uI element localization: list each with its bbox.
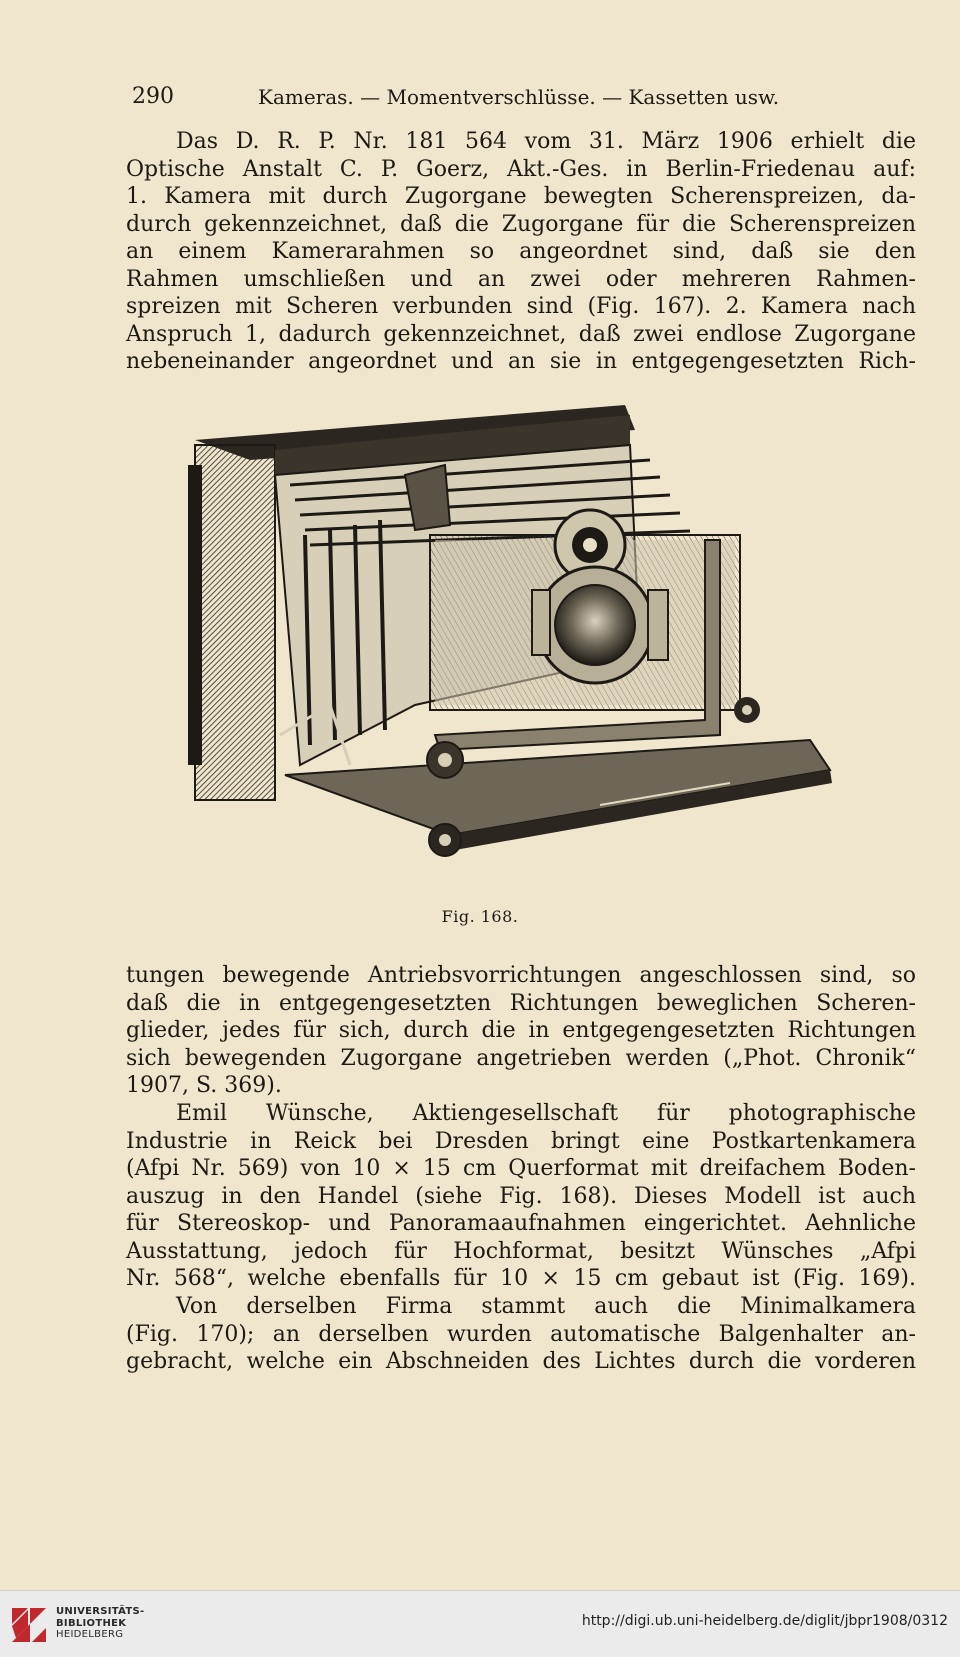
- text-line: 1907, S. 369).: [126, 1073, 282, 1098]
- paragraph-wuensche: [126, 1100, 916, 1293]
- library-name: [56, 1606, 145, 1641]
- text-line: für Stereoskop- und Panoramaaufnahmen eingerichtet. Aehnliche: [126, 1211, 916, 1236]
- text-line: tungen bewegende Antriebsvorrichtungen angeschlossen sind, so: [126, 963, 916, 988]
- text-line: Das D. R. P. Nr. 181 564 vom 31. März 1906 erhielt die: [176, 129, 916, 154]
- paragraph-patent-continued: [126, 962, 916, 1100]
- text-line: Industrie in Reick bei Dresden bringt eine Postkartenkamera: [126, 1128, 916, 1154]
- text-line: durch gekennzeichnet, daß die Zugorgane für die Scherenspreizen: [126, 211, 916, 237]
- text-line: (Fig. 170); an derselben wurden automatische Balgenhalter an-: [126, 1321, 916, 1347]
- camera-illustration: [180, 405, 860, 895]
- text-line: Von derselben Firma stammt auch die Minimalkamera: [176, 1294, 916, 1319]
- text-line: Optische Anstalt C. P. Goerz, Akt.-Ges. in Berlin-Friedenau auf:: [126, 156, 916, 182]
- text-line: spreizen mit Scheren verbunden sind (Fig. 167). 2. Kamera nach: [126, 294, 916, 319]
- text-line: Ausstattung, jedoch für Hochformat, besitzt Wünsches „Afpi: [126, 1238, 916, 1264]
- library-line: BIBLIOTHEK: [56, 1617, 127, 1629]
- running-title: Kameras. — Momentverschlüsse. — Kassetten usw.: [258, 85, 780, 109]
- page-number: 290: [132, 84, 174, 109]
- viewer-footer: [0, 1590, 960, 1657]
- text-line: sich bewegenden Zugorgane angetrieben werden („Phot. Chronik“: [126, 1045, 916, 1071]
- paragraph-patent: [126, 128, 916, 376]
- library-line: UNIVERSITÄTS-: [56, 1606, 145, 1617]
- text-line: nebeneinander angeordnet und an sie in entgegengesetzten Rich-: [126, 349, 916, 374]
- source-url[interactable]: http://digi.ub.uni-heidelberg.de/diglit/jbpr1908/0312: [581, 1613, 948, 1629]
- page-header: [132, 82, 914, 112]
- text-line: glieder, jedes für sich, durch die in entgegengesetzten Richtungen: [126, 1018, 916, 1043]
- text-line: auszug in den Handel (siehe Fig. 168). Dieses Modell ist auch: [126, 1183, 916, 1209]
- text-line: daß die in entgegengesetzten Richtungen beweglichen Scheren-: [126, 990, 916, 1016]
- text-line: Emil Wünsche, Aktiengesellschaft für photographische: [176, 1101, 916, 1126]
- text-line: Anspruch 1, dadurch gekennzeichnet, daß zwei endlose Zugorgane: [126, 321, 916, 347]
- text-line: an einem Kamerarahmen so angeordnet sind, daß sie den: [126, 239, 916, 264]
- library-line: HEIDELBERG: [56, 1629, 124, 1640]
- text-line: gebracht, welche ein Abschneiden des Lichtes durch die vorderen: [126, 1349, 916, 1374]
- text-line: Nr. 568“, welche ebenfalls für 10 × 15 cm gebaut ist (Fig. 169).: [126, 1266, 916, 1291]
- figure-caption: Fig. 168.: [441, 907, 519, 926]
- text-line: (Afpi Nr. 569) von 10 × 15 cm Querformat mit dreifachem Boden-: [126, 1156, 916, 1181]
- paragraph-minimalkamera: [126, 1293, 916, 1376]
- text-line: 1. Kamera mit durch Zugorgane bewegten Scherenspreizen, da-: [126, 184, 916, 209]
- text-line: Rahmen umschließen und an zwei oder mehreren Rahmen-: [126, 266, 916, 292]
- ub-heidelberg-logo-icon: [8, 1604, 50, 1646]
